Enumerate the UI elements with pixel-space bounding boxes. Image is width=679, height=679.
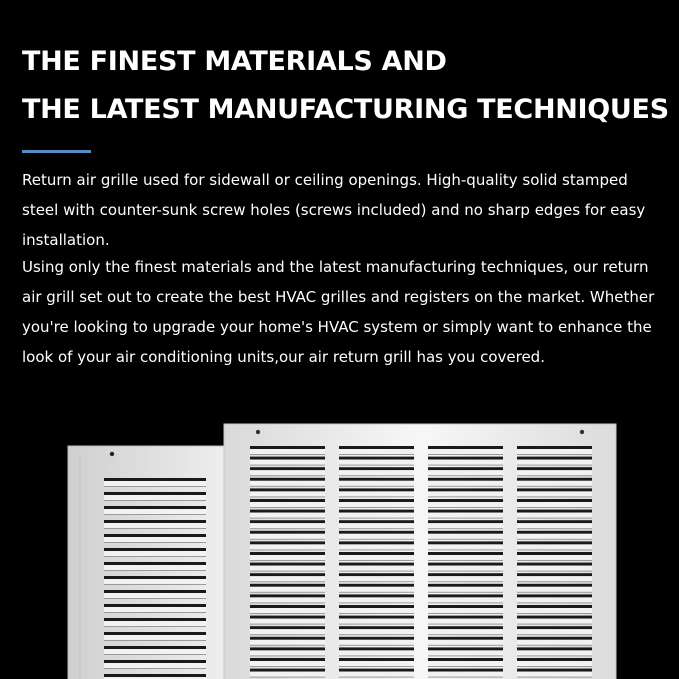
return-air-grille-icon (0, 420, 679, 679)
headline-line-1: THE FINEST MATERIALS AND (22, 46, 447, 77)
front-grille (224, 424, 616, 679)
description-paragraph-1: Return air grille used for sidewall or ceiling openings. High-quality solid stamped steel with counter-sunk screw holes (screws included) and no sharp edges for easy installation. (22, 171, 646, 249)
accent-bar (22, 150, 91, 153)
back-grille (68, 446, 228, 679)
description-paragraph-2: Using only the finest materials and the latest manufacturing techniques, our return air grill set out to create the best HVAC grilles and registers on the market. Whether you're looking to upgrade your home's HVAC system or simply want to enhance the look of your air conditioning units,our air return grill has you covered. (22, 258, 655, 366)
headline-line-2: THE LATEST MANUFACTURING TECHNIQUES (22, 94, 669, 125)
